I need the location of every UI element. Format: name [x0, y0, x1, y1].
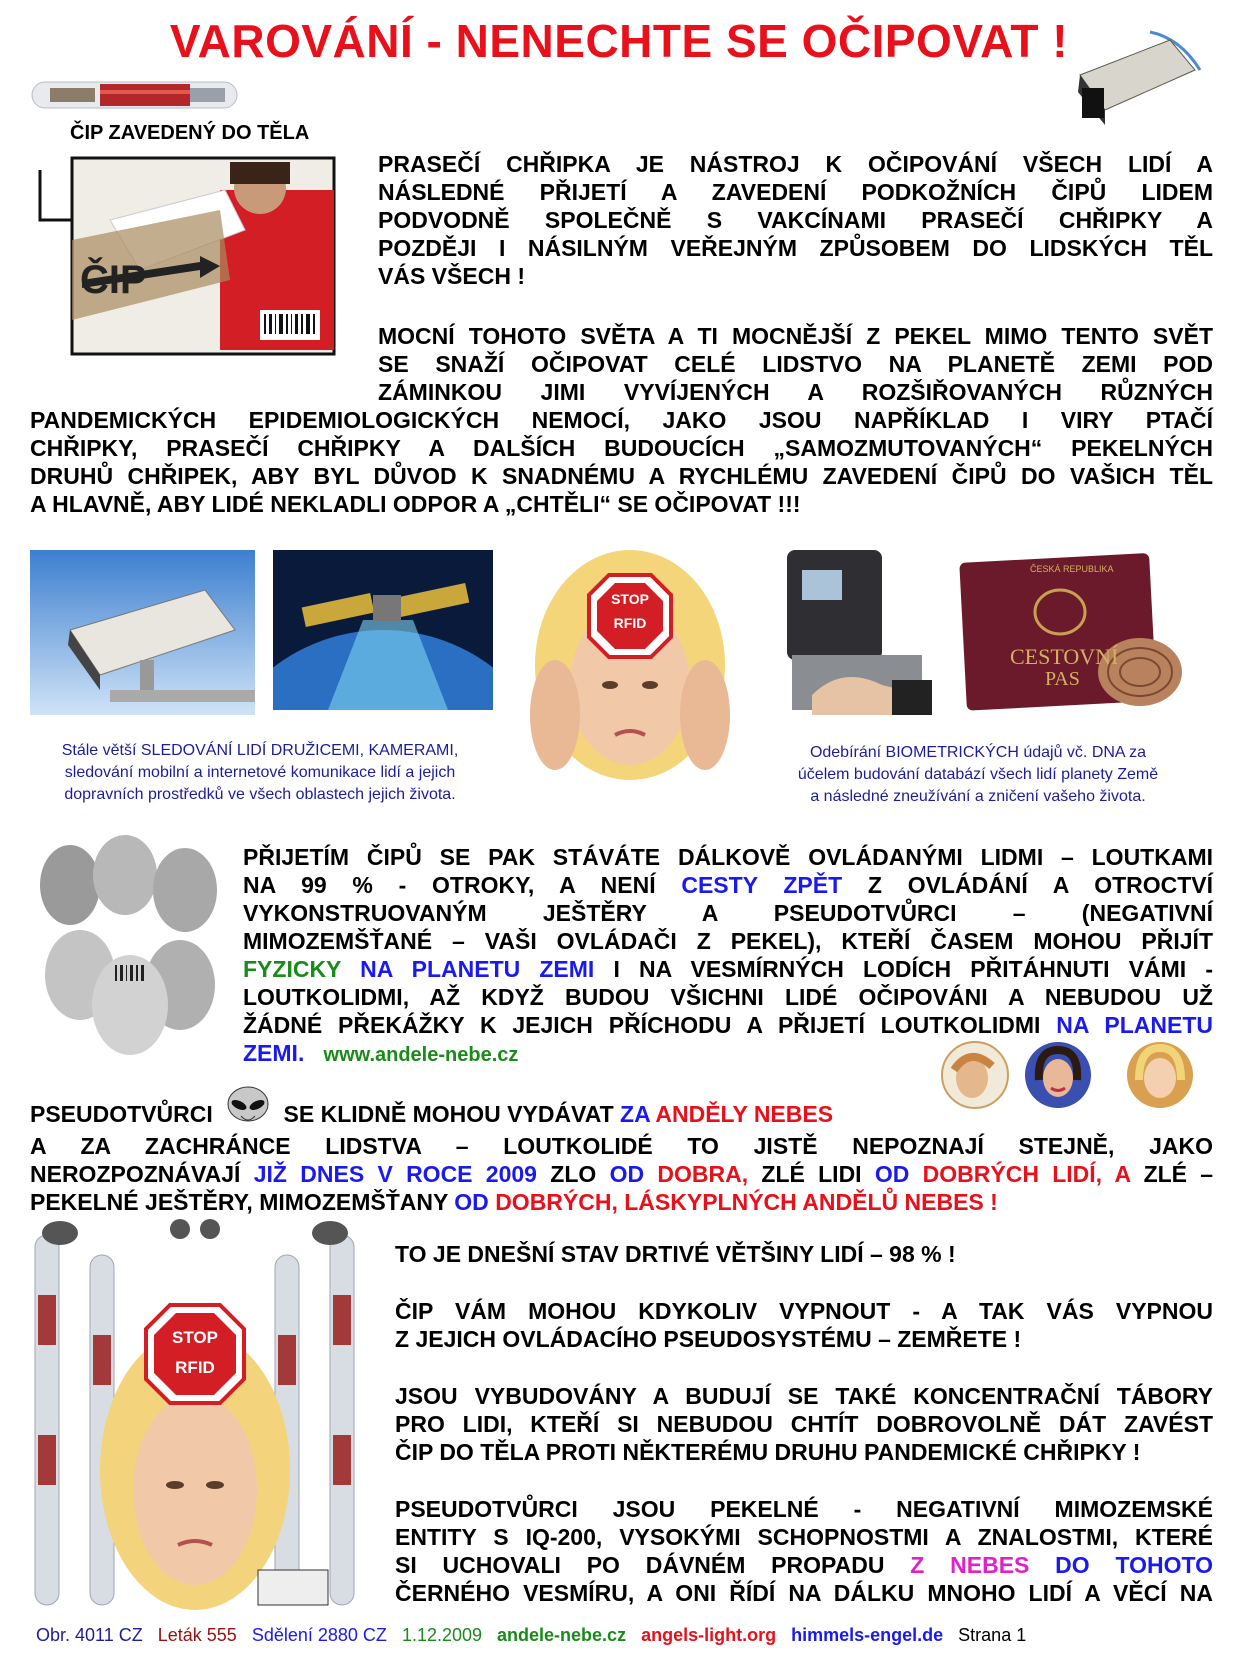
site-link[interactable]: www.andele-nebe.cz: [323, 1044, 519, 1066]
text-line: VYKONSTRUOVANÝM JEŠTĚRY A PSEUDOTVŮRCI – (NEGATIVNÍ: [243, 900, 1213, 926]
stop-rfid-collage-image: [30, 1215, 360, 1615]
highlight-from-heaven: Z NEBES: [910, 1552, 1030, 1578]
text-line: ZÁMINKOU JIMI VYVÍJENÝCH A ROZŠIŘOVANÝCH RŮZNÝCH: [378, 379, 1213, 405]
chip-injection-image: [30, 150, 345, 360]
text-line: [243, 1011, 1213, 1039]
text-segment: PSEUDOTVŮRCI: [30, 1101, 213, 1128]
text-line: [243, 955, 1213, 983]
highlight-as: ZA: [620, 1101, 650, 1128]
highlight-to-planet: NA PLANETU: [1056, 1012, 1213, 1038]
footer-page-number: Strana 1: [958, 1625, 1027, 1645]
text-segment: SE KLIDNĚ MOHOU VYDÁVAT: [283, 1101, 614, 1128]
text-line: [30, 1188, 1213, 1216]
alien-icon: [225, 1086, 271, 1132]
chip-caption: ČIP ZAVEDENÝ DO TĚLA: [70, 122, 310, 144]
text-line: PRASEČÍ CHŘIPKA JE NÁSTROJ K OČIPOVÁNÍ VŠECH LIDÍ A: [378, 151, 1213, 177]
text-line: PSEUDOTVŮRCI JSOU PEKELNÉ - NEGATIVNÍ MIMOZEMSKÉ: [395, 1496, 1213, 1522]
text-line: DRUHŮ CHŘIPEK, ABY BYL DŮVOD K SNADNÉMU A RYCHLÉMU ZAVEDENÍ ČIPŮ DO VAŠICH TĚL: [30, 463, 1213, 489]
highlight-from: OD: [454, 1189, 489, 1215]
highlight-from: OD: [874, 1161, 910, 1187]
paragraph-current-state: TO JE DNEŠNÍ STAV DRTIVÉ VĚTŠINY LIDÍ – 98 % !: [395, 1241, 956, 1267]
collage-stop-sign-bottom: RFID: [175, 1358, 215, 1377]
satellite-image: [273, 550, 493, 710]
highlight-into-this: DO TOHOTO: [1055, 1552, 1214, 1578]
highlight-from: OD: [609, 1161, 645, 1187]
text-line: PANDEMICKÝCH EPIDEMIOLOGICKÝCH NEMOCÍ, JAKO JSOU NAPŘÍKLAD I VIRY PTAČÍ: [30, 407, 1213, 433]
fingerprint-scanner-image: [772, 545, 932, 715]
passport-country: ČESKÁ REPUBLIKA: [1030, 564, 1114, 574]
text-line: POZDĚJI I NÁSILNÝM VEŘEJNÝM ZPŮSOBEM DO LIDSKÝCH TĚL: [378, 235, 1213, 261]
text-line: [30, 1160, 1213, 1188]
text-line: Z JEJICH OVLÁDACÍHO PSEUDOSYSTÉMU – ZEMŘETE !: [395, 1326, 1022, 1352]
paragraph-pseudocreators: [30, 1100, 1213, 1216]
text-line: ČIP DO TĚLA PROTI NĚKTERÉMU DRUHU PANDEMICKÉ CHŘIPKY !: [395, 1439, 1141, 1465]
footer-leaflet: Leták 555: [157, 1625, 237, 1645]
caption-line: Odebírání BIOMETRICKÝCH údajů vč. DNA za: [809, 744, 1147, 761]
text-segment: ŽÁDNÉ PŘEKÁŽKY K JEJICH PŘÍCHODU A PŘIJETÍ LOUTKOLIDMI: [243, 1012, 1041, 1038]
caption-line: Stále větší SLEDOVÁNÍ LIDÍ DRUŽICEMI, KAMERAMI,: [61, 742, 459, 759]
paragraph-powerful-of-world: [378, 322, 1213, 406]
stop-sign-bottom: RFID: [613, 615, 647, 631]
paragraph-can-switch-off: [395, 1297, 1213, 1353]
text-line: A HLAVNĚ, ABY LIDÉ NEKLADLI ODPOR A „CHTĚLI“ SE OČIPOVAT !!!: [30, 491, 801, 517]
highlight-physically: FYZICKY: [243, 956, 341, 982]
footer-site-andele[interactable]: andele-nebe.cz: [497, 1625, 627, 1645]
caption-biometric: [748, 742, 1208, 808]
highlight-angels-of-heaven: ANDĚLY NEBES: [655, 1101, 834, 1128]
security-camera-image: [1060, 30, 1210, 130]
text-line: [30, 1100, 1213, 1132]
text-line: SE SNAŽÍ OČIPOVAT CELÉ LIDSTVO NA PLANETĚ ZEMI POD: [378, 351, 1213, 377]
stop-sign-top: STOP: [611, 591, 649, 607]
footer-date: 1.12.2009: [401, 1625, 483, 1645]
chip-label: ČIP: [80, 258, 147, 302]
text-segment: ZLÉ –: [1143, 1161, 1214, 1187]
passport-line2: PAS: [1045, 668, 1080, 690]
text-line: PRO LIDI, KTEŘÍ SI NEBUDOU CHTÍT DOBROVOLNĚ DÁT ZAVÉST: [395, 1411, 1213, 1437]
highlight-good: DOBRA,: [657, 1161, 749, 1187]
text-segment: ZLÉ LIDI: [761, 1161, 862, 1187]
text-line: [243, 871, 1213, 899]
text-segment: Z OVLÁDÁNÍ A OTROCTVÍ: [867, 872, 1214, 898]
footer-site-angels[interactable]: angels-light.org: [641, 1625, 777, 1645]
footer: [36, 1625, 1036, 1646]
caption-line: a následné zneužívání a zničení vašeho života.: [810, 788, 1146, 805]
text-segment: PEKELNÉ JEŠTĚRY, MIMOZEMŠŤANY: [30, 1189, 448, 1215]
chip-capsule-image: [30, 78, 240, 112]
paragraph-swine-flu: [378, 150, 1213, 290]
text-segment: NEROZPOZNÁVAJÍ: [30, 1161, 241, 1187]
text-line: NÁSLEDNÉ PŘIJETÍ A ZAVEDENÍ PODKOŽNÍCH ČIPŮ LIDEM: [378, 179, 1213, 205]
text-line: A ZA ZACHRÁNCE LIDSTVA – LOUTKOLIDÉ TO JISTĚ NEPOZNAJÍ STEJNĚ, JAKO: [30, 1133, 1213, 1159]
text-line: PŘIJETÍM ČIPŮ SE PAK STÁVÁTE DÁLKOVĚ OVLÁDANÝMI LIDMI – LOUTKAMI: [243, 844, 1213, 870]
text-line: VÁS VŠECH !: [378, 263, 525, 289]
woman-stop-rfid-image: [525, 545, 735, 785]
caption-line: účelem budování databází všech lidí planety Země: [797, 766, 1159, 783]
footer-message: Sdělení 2880 CZ: [251, 1625, 387, 1645]
text-segment: SI UCHOVALI PO DÁVNÉM PROPADU: [395, 1552, 885, 1578]
barcoded-people-image: [30, 835, 230, 1060]
caption-surveillance: [15, 740, 505, 806]
text-segment: I NA VESMÍRNÝCH LODÍCH PŘITÁHNUTI VÁMI -: [613, 956, 1213, 982]
highlight-in-2009: JIŽ DNES V ROCE 2009: [253, 1161, 537, 1187]
text-line: MIMOZEMŠŤANÉ – VAŠI OVLÁDAČI Z PEKEL), KTEŘÍ ČASEM MOHOU PŘIJÍT: [243, 928, 1213, 954]
text-line: CHŘIPKY, PRASEČÍ CHŘIPKY A DALŠÍCH BUDOUCÍCH „SAMOZMUTOVANÝCH“ PEKELNÝCH: [30, 435, 1213, 461]
text-segment: ZLO: [550, 1161, 597, 1187]
text-line: ČERNÉHO VESMÍRU, A ONI ŘÍDÍ NA DÁLKU MNOHO LIDÍ A VĚCÍ NA: [395, 1580, 1213, 1606]
text-line: LOUTKOLIDMI, AŽ KDYŽ BUDOU VŠICHNI LIDÉ OČIPOVÁNI A NEBUDOU UŽ: [243, 984, 1213, 1010]
paragraph-camps: [395, 1382, 1213, 1466]
highlight-loving-angels: DOBRÝCH, LÁSKYPLNÝCH ANDĚLŮ NEBES !: [495, 1189, 998, 1215]
footer-image-number: Obr. 4011 CZ: [36, 1625, 143, 1645]
text-line: ENTITY S IQ-200, VYSOKÝMI SCHOPNOSTMI A ZNALOSTMI, KTERÉ: [395, 1524, 1213, 1550]
text-line: [395, 1551, 1213, 1579]
text-line: PODVODNĚ SPOLEČNĚ S VAKCÍNAMI PRASEČÍ CHŘIPKY A: [378, 207, 1213, 233]
paragraph-pandemic: [30, 406, 1213, 518]
highlight-good-people: DOBRÝCH LIDÍ, A: [922, 1161, 1131, 1187]
highlight-no-way-back: CESTY ZPĚT: [681, 872, 843, 898]
surveillance-camera-image: [30, 550, 255, 715]
highlight-earth: ZEMI.: [243, 1040, 305, 1066]
paragraph-puppets: [243, 843, 1213, 1069]
text-line: ČIP VÁM MOHOU KDYKOLIV VYPNOUT - A TAK VÁS VYPNOU: [395, 1298, 1213, 1324]
caption-line: dopravních prostředků ve všech oblastech jejich života.: [64, 786, 456, 803]
collage-stop-sign-top: STOP: [172, 1328, 218, 1347]
footer-site-himmels[interactable]: himmels-engel.de: [791, 1625, 944, 1645]
paragraph-entities: [395, 1495, 1213, 1607]
text-segment: NA 99 % - OTROKY, A NENÍ: [243, 872, 656, 898]
text-line: JSOU VYBUDOVÁNY A BUDUJÍ SE TAKÉ KONCENTRAČNÍ TÁBORY: [395, 1383, 1213, 1409]
text-line: MOCNÍ TOHOTO SVĚTA A TI MOCNĚJŠÍ Z PEKEL MIMO TENTO SVĚT: [378, 323, 1213, 349]
page-title: VAROVÁNÍ - NENECHTE SE OČIPOVAT !: [169, 15, 1069, 67]
passport-image: [955, 552, 1185, 712]
highlight-to-planet-earth: NA PLANETU ZEMI: [360, 956, 595, 982]
passport-line1: CESTOVNÍ: [1010, 644, 1119, 669]
caption-line: sledování mobilní a internetové komunikace lidí a jejich: [64, 764, 456, 781]
